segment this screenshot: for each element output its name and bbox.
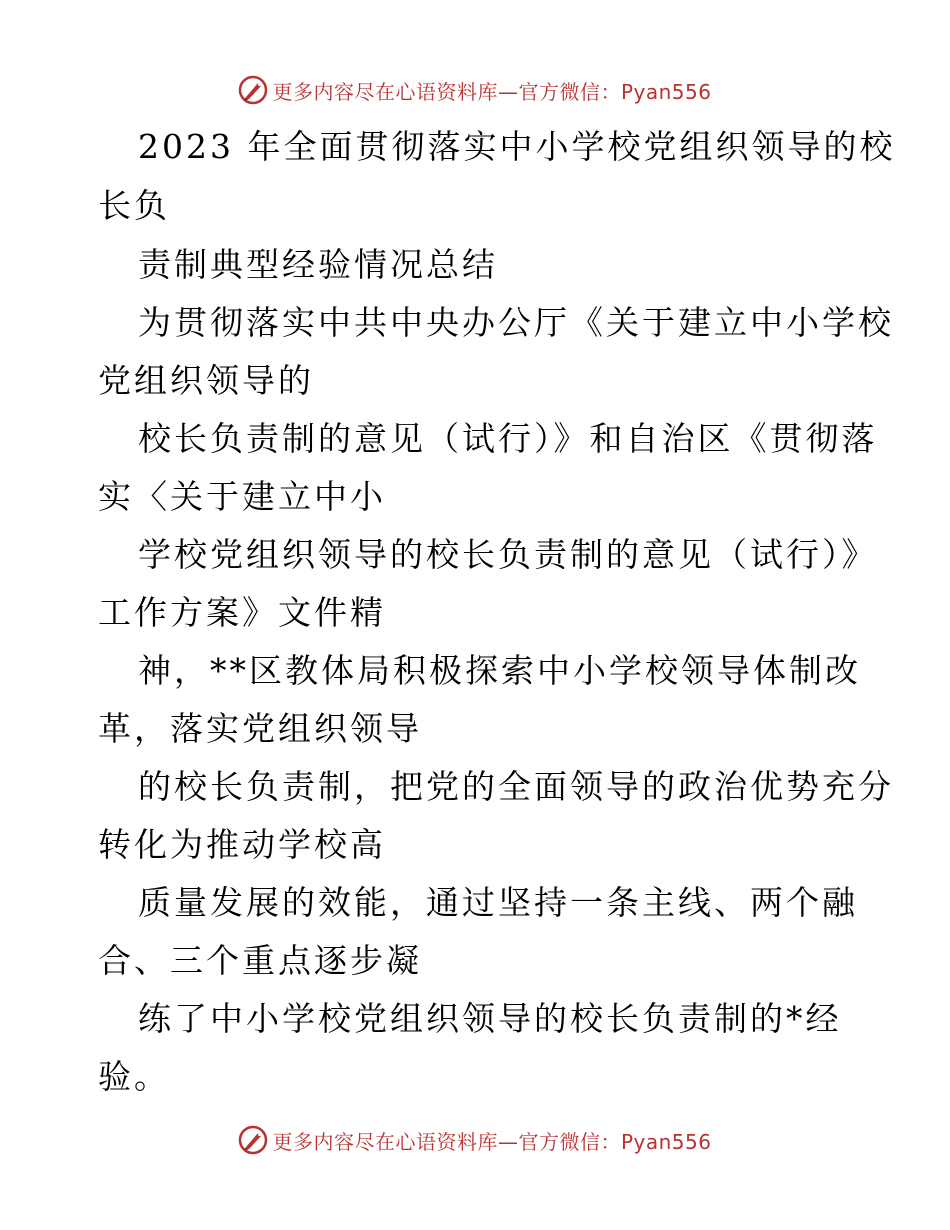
body-line: 革，落实党组织领导 [98, 709, 422, 748]
header-banner-text: 更多内容尽在心语资料库—官方微信：Pyan556 [272, 79, 712, 104]
pen-logo-icon [238, 1125, 268, 1155]
body-line: 合、三个重点逐步凝 [98, 941, 422, 980]
body-line: 党组织领导的 [98, 361, 314, 400]
body-line: 神，**区教体局积极探索中小学校领导体制改 [138, 651, 861, 690]
body-line: 练了中小学校党组织领导的校长负责制的*经 [138, 999, 842, 1038]
footer-banner-text: 更多内容尽在心语资料库—官方微信：Pyan556 [272, 1129, 712, 1154]
title-line-1: 2023 年全面贯彻落实中小学校党组织领导的校 [138, 127, 896, 166]
body-line: 实〈关于建立中小 [98, 477, 386, 516]
body-line: 校长负责制的意见（试行）》和自治区《贯彻落 [138, 419, 878, 458]
body-line: 的校长负责制，把党的全面领导的政治优势充分 [138, 767, 894, 806]
title-line-2: 长负 [98, 186, 170, 225]
pen-logo-icon [238, 75, 268, 105]
header-banner [0, 70, 950, 110]
title-line-3: 责制典型经验情况总结 [138, 245, 498, 284]
body-line: 验。 [98, 1057, 170, 1096]
body-line: 转化为推动学校高 [98, 825, 386, 864]
body-line: 为贯彻落实中共中央办公厅《关于建立中小学校 [138, 303, 894, 342]
footer-banner [0, 1120, 950, 1160]
body-line: 学校党组织领导的校长负责制的意见（试行）》 [138, 535, 878, 574]
body-line: 质量发展的效能，通过坚持一条主线、两个融 [138, 883, 858, 922]
body-line: 工作方案》文件精 [98, 593, 386, 632]
